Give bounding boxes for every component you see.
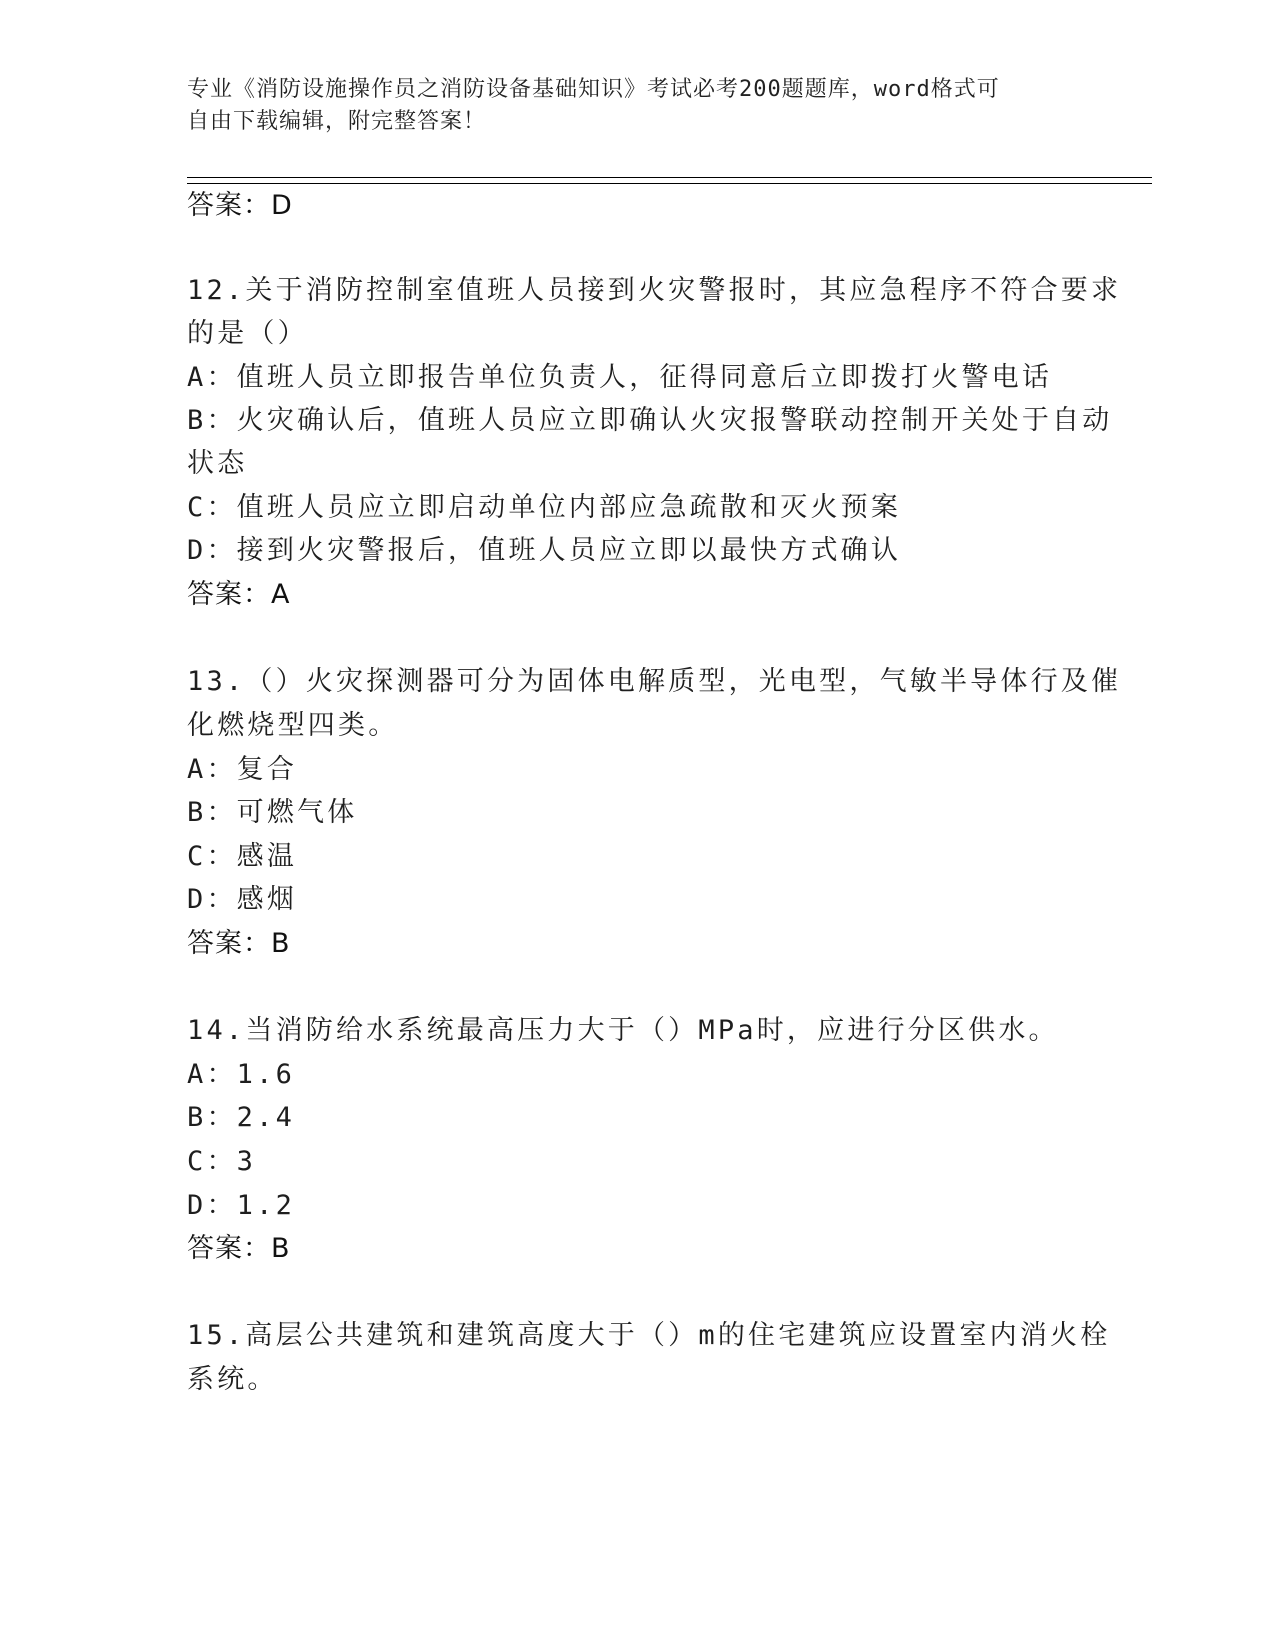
question-13-option-d: D：感烟 [187,884,298,915]
question-12-stem-line-1: 12.关于消防控制室值班人员接到火灾警报时，其应急程序不符合要求 [187,275,1122,306]
question-12-stem-line-2: 的是（） [187,318,308,349]
question-15-stem-line-1: 15.高层公共建筑和建筑高度大于（）m的住宅建筑应设置室内消火栓 [187,1320,1111,1351]
answer-line: 答案：D [187,190,293,221]
question-13-stem-line-2: 化燃烧型四类。 [187,710,399,741]
question-15-stem-line-2: 系统。 [187,1364,278,1395]
document-header [187,74,1067,138]
question-14-option-c: C：3 [187,1146,257,1177]
header-divider-top [187,177,1152,178]
question-12-answer: 答案：A [187,579,291,610]
question-13-option-a: A：复合 [187,754,298,785]
question-13-option-b: B：可燃气体 [187,797,358,828]
question-14-option-b: B：2.4 [187,1102,296,1133]
question-14-answer: 答案：B [187,1233,291,1264]
question-13-option-c: C：感温 [187,841,298,872]
question-14-option-d: D：1.2 [187,1190,296,1221]
header-title-line-2: 自由下载编辑，附完整答案！ [187,109,487,134]
question-14-stem: 14.当消防给水系统最高压力大于（）MPa时，应进行分区供水。 [187,1015,1059,1046]
question-14-option-a: A：1.6 [187,1059,296,1090]
question-12-option-c: C：值班人员应立即启动单位内部应急疏散和灭火预案 [187,492,902,523]
question-13-answer: 答案：B [187,928,291,959]
question-13-stem-line-1: 13.（）火灾探测器可分为固体电解质型，光电型，气敏半导体行及催 [187,666,1122,697]
question-12-option-a: A：值班人员立即报告单位负责人，征得同意后立即拨打火警电话 [187,362,1053,393]
header-divider-bottom [187,183,1152,184]
header-title-line-1: 专业《消防设施操作员之消防设备基础知识》考试必考200题题库，word格式可 [187,77,1000,102]
question-12-option-d: D：接到火灾警报后，值班人员应立即以最快方式确认 [187,535,902,566]
question-12-option-b-line-1: B：火灾确认后，值班人员应立即确认火灾报警联动控制开关处于自动 [187,405,1113,436]
question-12-option-b-line-2: 状态 [187,448,248,479]
